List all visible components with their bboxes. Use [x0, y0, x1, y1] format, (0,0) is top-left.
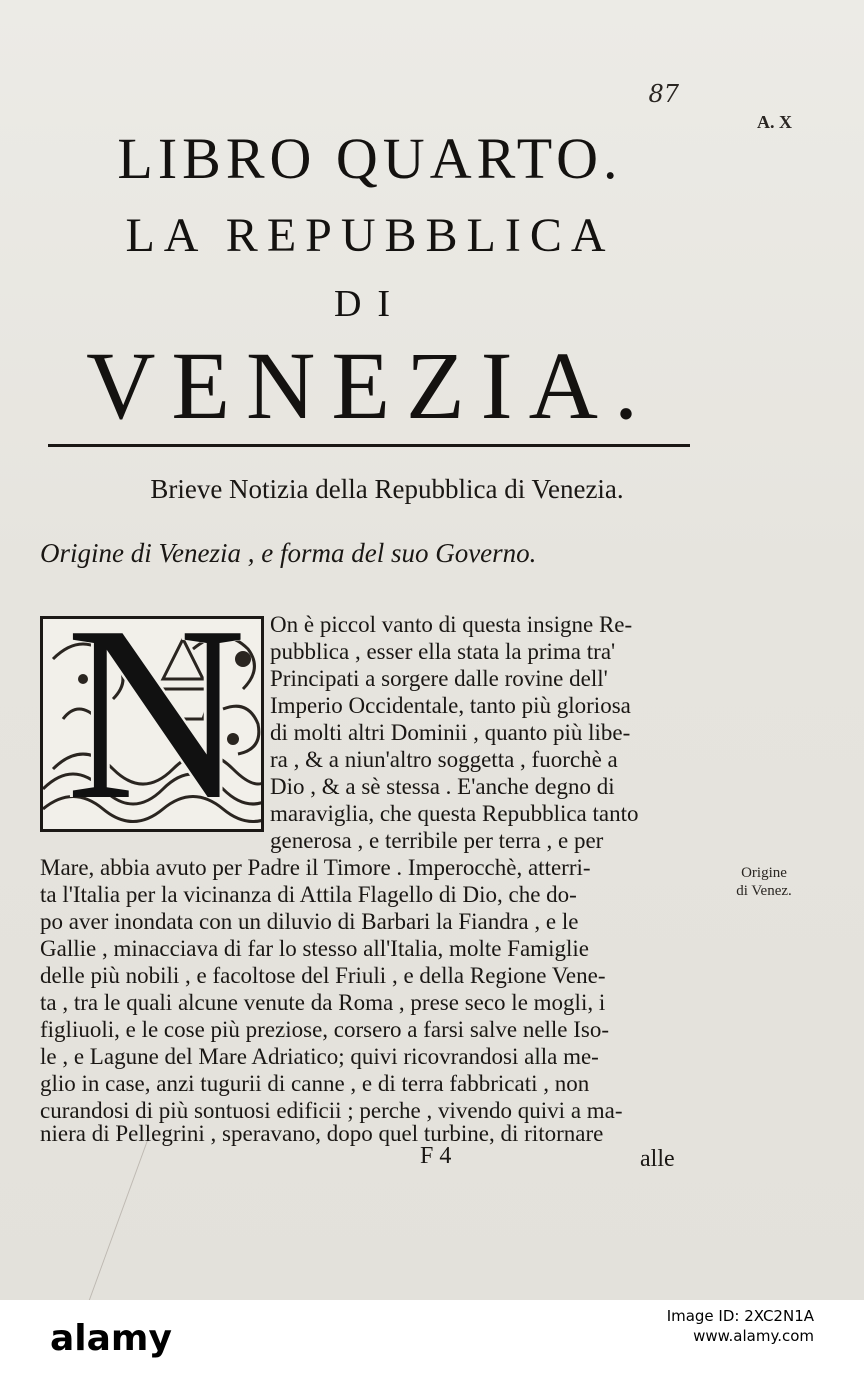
- alamy-logo[interactable]: alamy: [50, 1318, 172, 1359]
- body-line: figliuoli, e le cose più preziose, corsero a farsi salve nelle Iso-: [40, 1017, 610, 1042]
- paper-crease: [89, 1140, 218, 1300]
- decorated-initial: [40, 616, 264, 832]
- alamy-site-link[interactable]: www.alamy.com: [693, 1327, 814, 1345]
- body-line: Principati a sorgere dalle rovine dell': [270, 666, 608, 691]
- body-line: maraviglia, che questa Repubblica tanto: [270, 801, 639, 826]
- heading-republic: LA REPUBBLICA: [125, 209, 615, 262]
- body-line: Imperio Occidentale, tanto più gloriosa: [270, 693, 631, 718]
- body-line: pubblica , esser ella stata la prima tra': [270, 639, 616, 664]
- signature-mark: F 4: [420, 1143, 452, 1169]
- image-id: Image ID: 2XC2N1A: [666, 1307, 814, 1325]
- body-line: di molti altri Dominii , quanto più libe-: [270, 720, 631, 745]
- image-id-block: [400, 1306, 814, 1346]
- marginal-note-line: Origine: [741, 865, 787, 881]
- section-title: Origine di Venezia , e forma del suo Governo.: [40, 538, 537, 568]
- body-line: le , e Lagune del Mare Adriatico; quivi ricovrandosi alla me-: [40, 1044, 599, 1069]
- catchword: alle: [640, 1146, 675, 1172]
- body-line: delle più nobili , e facoltose del Friuli , e della Regione Vene-: [40, 963, 606, 988]
- body-line: ra , & a niun'altro soggetta , fuorchè a: [270, 747, 618, 772]
- drop-cap-letter: N: [65, 616, 247, 832]
- body-line: Mare, abbia avuto per Padre il Timore . Imperocchè, atterri-: [40, 855, 591, 880]
- body-line: glio in case, anzi tugurii di canne , e di terra fabbricati , non: [40, 1071, 590, 1096]
- heading-book-title: LIBRO QUARTO.: [117, 126, 623, 191]
- body-line: On è piccol vanto di questa insigne Re-: [270, 612, 633, 637]
- body-line: Gallie , minacciava di far lo stesso all'Italia, molte Famiglie: [40, 936, 589, 961]
- body-line: niera di Pellegrini , speravano, dopo quel turbine, di ritornare: [40, 1121, 604, 1146]
- body-line: ta , tra le quali alcune venute da Roma , prese seco le mogli, i: [40, 990, 606, 1015]
- marginal-note-line: di Venez.: [736, 883, 792, 899]
- body-line: generosa , e terribile per terra , e per: [270, 828, 604, 853]
- heading-di: DI: [333, 283, 407, 325]
- heading-rule: [48, 444, 690, 447]
- signature-mark-top: A. X: [757, 112, 792, 132]
- page-number: 87: [648, 80, 679, 108]
- body-line: po aver inondata con un diluvio di Barbari la Fiandra , e le: [40, 909, 579, 934]
- marginal-note: [724, 864, 804, 900]
- chapter-subtitle: Brieve Notizia della Repubblica di Venezia.: [150, 474, 624, 504]
- heading-venezia: VENEZIA.: [86, 332, 654, 439]
- body-line: Dio , & a sè stessa . E'anche degno di: [270, 774, 615, 799]
- body-line: ta l'Italia per la vicinanza di Attila Flagello di Dio, che do-: [40, 882, 577, 907]
- body-line: curandosi di più sontuosi edificii ; perche , vivendo quivi a ma-: [40, 1098, 623, 1123]
